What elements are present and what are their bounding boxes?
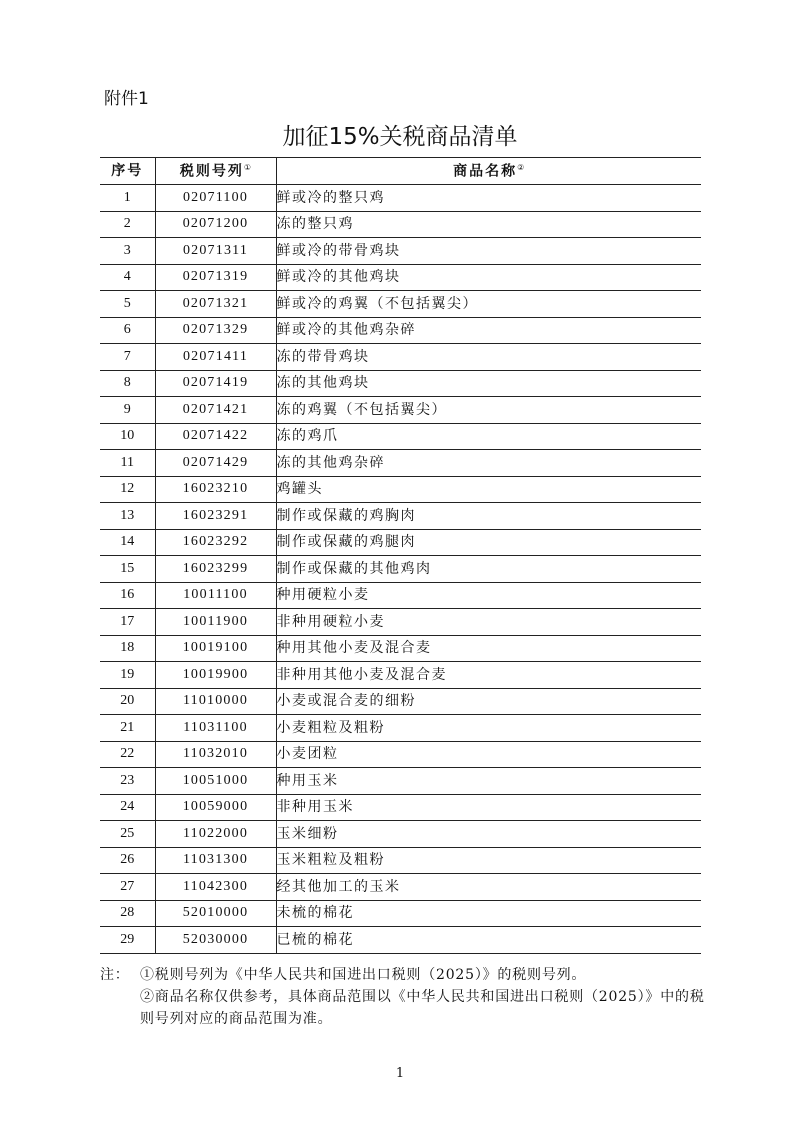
tariff-code: 02071319 — [155, 264, 276, 291]
goods-name: 冻的带骨鸡块 — [276, 344, 701, 371]
tariff-code: 11010000 — [155, 688, 276, 715]
row-index: 8 — [100, 370, 155, 397]
goods-name: 冻的其他鸡块 — [276, 370, 701, 397]
table-row — [100, 688, 701, 715]
tariff-code: 52010000 — [155, 900, 276, 927]
row-index: 5 — [100, 291, 155, 318]
goods-name: 非种用玉米 — [276, 794, 701, 821]
table-row — [100, 450, 701, 477]
row-index: 26 — [100, 847, 155, 874]
row-index: 3 — [100, 238, 155, 265]
table-row — [100, 927, 701, 954]
column-header-name — [276, 158, 701, 185]
tariff-code: 10051000 — [155, 768, 276, 795]
goods-name: 种用其他小麦及混合麦 — [276, 635, 701, 662]
row-index: 7 — [100, 344, 155, 371]
tariff-code: 11031300 — [155, 847, 276, 874]
goods-name: 鲜或冷的其他鸡杂碎 — [276, 317, 701, 344]
table-row — [100, 423, 701, 450]
row-index: 4 — [100, 264, 155, 291]
tariff-code: 02071419 — [155, 370, 276, 397]
row-index: 19 — [100, 662, 155, 689]
goods-name: 小麦粗粒及粗粉 — [276, 715, 701, 742]
table-row — [100, 397, 701, 424]
table-row — [100, 185, 701, 212]
footnote-mark-2: ② — [517, 162, 525, 172]
table-row — [100, 529, 701, 556]
row-index: 1 — [100, 185, 155, 212]
row-index: 2 — [100, 211, 155, 238]
notes-label: 注： — [100, 967, 130, 983]
column-header-code — [155, 158, 276, 185]
tariff-code: 11022000 — [155, 821, 276, 848]
row-index: 15 — [100, 556, 155, 583]
table-row — [100, 264, 701, 291]
goods-name: 鸡罐头 — [276, 476, 701, 503]
tariff-code: 10059000 — [155, 794, 276, 821]
table-row — [100, 715, 701, 742]
table-row — [100, 344, 701, 371]
goods-name: 冻的鸡翼（不包括翼尖） — [276, 397, 701, 424]
page-title: 加征15%关税商品清单 — [282, 124, 518, 150]
table-row — [100, 768, 701, 795]
row-index: 18 — [100, 635, 155, 662]
goods-name: 鲜或冷的其他鸡块 — [276, 264, 701, 291]
goods-name: 小麦或混合麦的细粉 — [276, 688, 701, 715]
table-row — [100, 662, 701, 689]
row-index: 11 — [100, 450, 155, 477]
row-index: 29 — [100, 927, 155, 954]
goods-name: 经其他加工的玉米 — [276, 874, 701, 901]
table-row — [100, 609, 701, 636]
row-index: 24 — [100, 794, 155, 821]
goods-name: 制作或保藏的其他鸡肉 — [276, 556, 701, 583]
tariff-code: 11032010 — [155, 741, 276, 768]
tariff-code: 52030000 — [155, 927, 276, 954]
row-index: 28 — [100, 900, 155, 927]
goods-name: 鲜或冷的鸡翼（不包括翼尖） — [276, 291, 701, 318]
tariff-code: 11031100 — [155, 715, 276, 742]
table-row — [100, 821, 701, 848]
tariff-code: 02071321 — [155, 291, 276, 318]
table-row — [100, 582, 701, 609]
table-row — [100, 635, 701, 662]
goods-name: 已梳的棉花 — [276, 927, 701, 954]
tariff-code: 02071200 — [155, 211, 276, 238]
table-row — [100, 556, 701, 583]
goods-name: 冻的其他鸡杂碎 — [276, 450, 701, 477]
goods-name: 非种用其他小麦及混合麦 — [276, 662, 701, 689]
tariff-code: 16023210 — [155, 476, 276, 503]
tariff-code: 02071422 — [155, 423, 276, 450]
tariff-code: 10011100 — [155, 582, 276, 609]
table-row — [100, 370, 701, 397]
goods-name: 冻的鸡爪 — [276, 423, 701, 450]
attachment-label: 附件1 — [104, 89, 149, 109]
footnote-1: ①税则号列为《中华人民共和国进出口税则（2025）》的税则号列。 — [140, 967, 587, 983]
column-header-code-label: 税则号列 — [179, 163, 244, 180]
table-row — [100, 847, 701, 874]
row-index: 20 — [100, 688, 155, 715]
goods-name: 未梳的棉花 — [276, 900, 701, 927]
table-row — [100, 874, 701, 901]
row-index: 17 — [100, 609, 155, 636]
page-number: 1 — [395, 1066, 405, 1081]
tariff-goods-table — [100, 157, 701, 954]
row-index: 25 — [100, 821, 155, 848]
tariff-code: 11042300 — [155, 874, 276, 901]
goods-name: 制作或保藏的鸡腿肉 — [276, 529, 701, 556]
table-row — [100, 476, 701, 503]
column-header-index — [100, 158, 155, 185]
goods-name: 鲜或冷的带骨鸡块 — [276, 238, 701, 265]
column-header-name-label: 商品名称 — [453, 163, 518, 180]
table-row — [100, 741, 701, 768]
table-row — [100, 503, 701, 530]
row-index: 21 — [100, 715, 155, 742]
tariff-code: 10019100 — [155, 635, 276, 662]
row-index: 22 — [100, 741, 155, 768]
footnote-mark-1: ① — [243, 162, 252, 172]
column-header-index-label: 序号 — [111, 163, 144, 179]
table-row — [100, 900, 701, 927]
row-index: 10 — [100, 423, 155, 450]
row-index: 23 — [100, 768, 155, 795]
tariff-code: 02071329 — [155, 317, 276, 344]
table-row — [100, 794, 701, 821]
table-row — [100, 211, 701, 238]
row-index: 13 — [100, 503, 155, 530]
goods-name: 种用玉米 — [276, 768, 701, 795]
footnotes — [100, 964, 710, 1030]
tariff-code: 16023299 — [155, 556, 276, 583]
row-index: 6 — [100, 317, 155, 344]
goods-name: 玉米细粉 — [276, 821, 701, 848]
tariff-code: 10019900 — [155, 662, 276, 689]
tariff-code: 16023291 — [155, 503, 276, 530]
goods-name: 小麦团粒 — [276, 741, 701, 768]
tariff-code: 02071421 — [155, 397, 276, 424]
table-row — [100, 291, 701, 318]
row-index: 12 — [100, 476, 155, 503]
row-index: 9 — [100, 397, 155, 424]
tariff-code: 10011900 — [155, 609, 276, 636]
goods-name: 冻的整只鸡 — [276, 211, 701, 238]
table-row — [100, 238, 701, 265]
row-index: 14 — [100, 529, 155, 556]
tariff-code: 02071411 — [155, 344, 276, 371]
tariff-code: 02071100 — [155, 185, 276, 212]
tariff-code: 02071429 — [155, 450, 276, 477]
goods-name: 种用硬粒小麦 — [276, 582, 701, 609]
row-index: 16 — [100, 582, 155, 609]
row-index: 27 — [100, 874, 155, 901]
table-header-row — [100, 158, 701, 185]
footnote-2: ②商品名称仅供参考，具体商品范围以《中华人民共和国进出口税则（2025）》中的税则号列对应的商品范围为准。 — [140, 989, 705, 1027]
goods-name: 制作或保藏的鸡胸肉 — [276, 503, 701, 530]
goods-name: 玉米粗粒及粗粉 — [276, 847, 701, 874]
goods-name: 鲜或冷的整只鸡 — [276, 185, 701, 212]
tariff-code: 02071311 — [155, 238, 276, 265]
table-row — [100, 317, 701, 344]
goods-name: 非种用硬粒小麦 — [276, 609, 701, 636]
tariff-code: 16023292 — [155, 529, 276, 556]
